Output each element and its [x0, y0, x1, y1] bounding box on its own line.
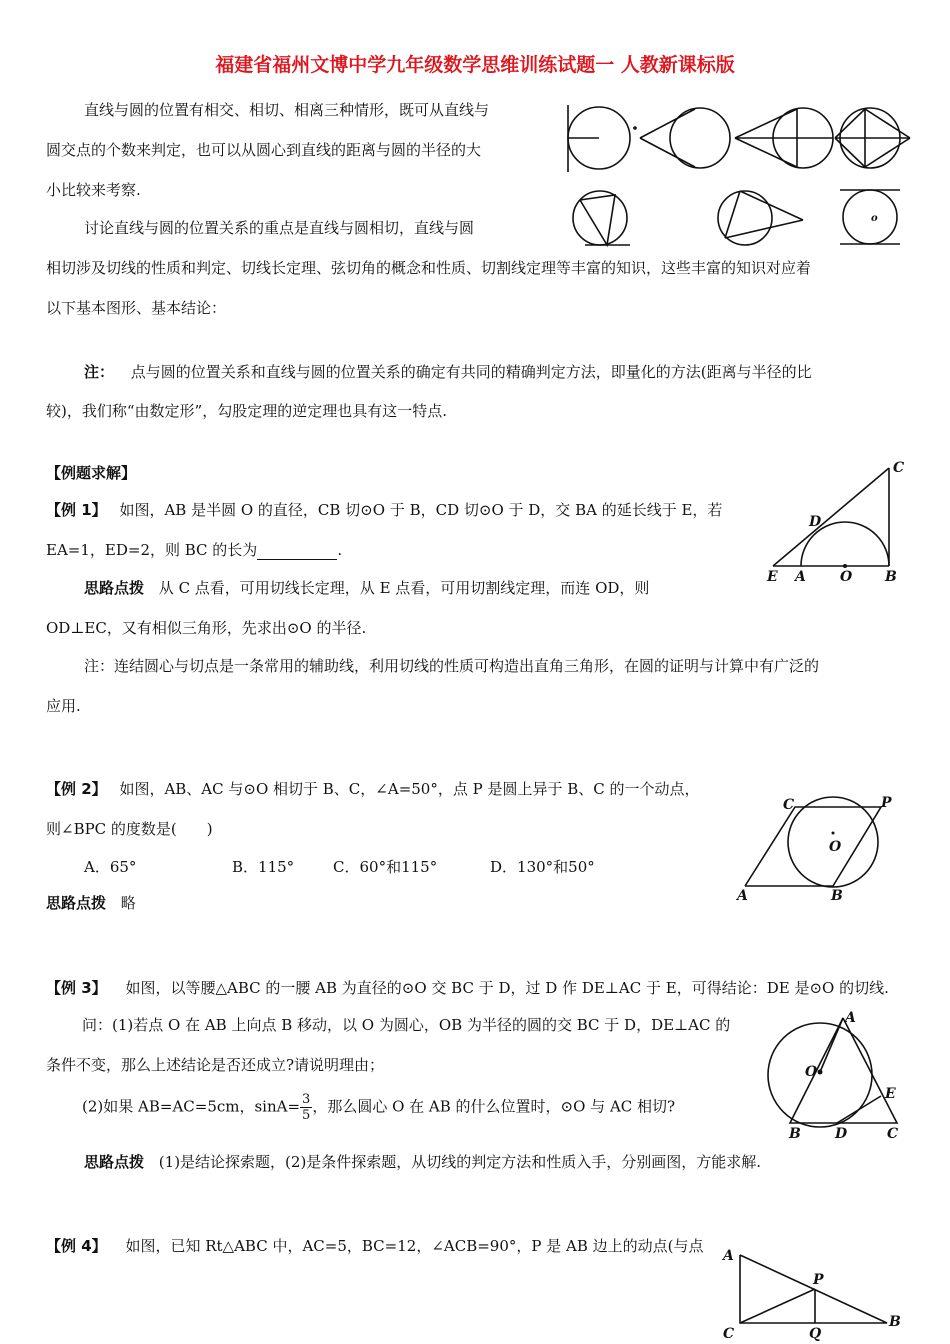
fig7-circle	[843, 190, 897, 244]
ex3-label-O: O	[805, 1064, 818, 1080]
ex1-label-A: A	[795, 569, 806, 585]
intro-line-2: 圆交点的个数来判定，也可以从圆心到直线的距离与圆的半径的大	[46, 141, 482, 159]
ex3-question-2b: ，那么圆心 O 在 AB 的什么位置时，⊙O 与 AC 相切?	[312, 1097, 676, 1116]
ex3-line-1: 如图，以等腰△ABC 的一腰 AB 为直径的⊙O 交 BC 于 D，过 D 作 DE⊥AC 于 E，可得结论：DE 是⊙O 的切线.	[125, 979, 889, 997]
intro-line-1: 直线与圆的位置有相交、相切、相离三种情形，既可从直线与	[84, 101, 490, 119]
intro-line-3: 小比较来考察.	[46, 181, 141, 199]
section-heading: 【例题求解】	[46, 464, 137, 482]
ex2-quadrilateral	[745, 807, 881, 886]
ex3-label-C: C	[887, 1126, 899, 1142]
ex1-figure	[765, 460, 915, 590]
ex4-label-B: B	[889, 1314, 901, 1330]
ex1-note-2: 应用.	[46, 697, 81, 715]
intro-line-6: 以下基本图形、基本结论：	[46, 299, 227, 317]
ex3-question-1b: 条件不变，那么上述结论是否还成立?请说明理由；	[46, 1056, 385, 1074]
ex2-figure	[733, 790, 903, 915]
fig3-tangent-2	[735, 138, 797, 167]
ex3-fraction: $\frac{3}{5}$	[302, 1092, 311, 1123]
ex1-line-2-end: .	[337, 541, 343, 559]
fig2-tangent-1	[640, 109, 695, 138]
ex4-figure	[715, 1240, 915, 1340]
fig4-tangent-2	[835, 138, 865, 167]
ex2-label-O: O	[829, 839, 842, 855]
tangent-figures	[565, 100, 910, 250]
ex2-hint-label: 思路点拨	[46, 894, 107, 912]
ex1-label-E: E	[767, 569, 778, 585]
ex2-hint: 略	[120, 894, 136, 912]
ex4-line-CP	[740, 1289, 815, 1323]
ex4-line-1: 如图，已知 Rt△ABC 中，AC=5，BC=12，∠ACB=90°，P 是 AB 边上的动点(与点	[125, 1237, 704, 1255]
ex1-label-O: O	[840, 569, 853, 585]
note-line-1: 点与圆的位置关系和直线与圆的位置关系的确定有共同的精确判定方法，即量化的方法(距离与半径的比	[130, 363, 812, 381]
ex2-option-c: C．60°和115°	[333, 858, 438, 876]
fig5-triangle	[580, 195, 615, 245]
ex3-hint-label: 思路点拨	[84, 1153, 145, 1171]
ex1-hint-label: 思路点拨	[84, 579, 145, 597]
fig4-tangent-1	[835, 109, 865, 138]
ex4-label-Q: Q	[809, 1326, 822, 1342]
note-line-2: 较)，我们称“由数定形”，勾股定理的逆定理也具有这一特点.	[46, 402, 447, 420]
ex3-hint: (1)是结论探索题，(2)是条件探索题，从切线的判定方法和性质入手，分别画图，方能求解.	[158, 1153, 762, 1171]
ex1-note-1: 注：连结圆心与切点是一条常用的辅助线，利用切线的性质可构造出直角三角形，在圆的证明与计算中有广泛的	[84, 657, 820, 675]
ex2-option-a: A．65°	[84, 858, 137, 876]
ex2-option-d: D．130°和50°	[490, 858, 595, 876]
ex1-line-1: 如图，AB 是半圆 O 的直径，CB 切⊙O 于 B，CD 切⊙O 于 D，交 BA 的延长线于 E，若	[119, 501, 723, 519]
ex2-label-A: A	[737, 888, 748, 904]
ex3-label-B: B	[789, 1126, 801, 1142]
ex4-label-C: C	[723, 1326, 735, 1342]
ex2-label-C: C	[783, 797, 795, 813]
ex2-line-1: 如图，AB、AC 与⊙O 相切于 B、C，∠A=50°，点 P 是圆上异于 B、C 的一个动点，	[119, 780, 700, 798]
ex1-label-D: D	[809, 514, 822, 530]
ex3-tag: 【例 3】	[46, 979, 107, 997]
svg-text:o: o	[871, 213, 878, 224]
ex3-label-A: A	[845, 1010, 856, 1026]
ex3-figure	[765, 1008, 915, 1143]
ex2-tag: 【例 2】	[46, 780, 107, 798]
ex3-line-OA	[820, 1018, 843, 1072]
ex3-line-DE	[837, 1096, 881, 1123]
ex4-tag: 【例 4】	[46, 1237, 107, 1255]
ex2-option-b: B．115°	[232, 858, 295, 876]
ex1-tag: 【例 1】	[46, 501, 107, 519]
ex2-label-P: P	[881, 795, 892, 811]
intro-line-5: 相切涉及切线的性质和判定、切线长定理、弦切角的概念和性质、切割线定理等丰富的知识，这些丰富的知识对应着	[46, 259, 812, 277]
ex3-question-2a: (2)如果 AB=AC=5cm，sinA=	[82, 1097, 301, 1116]
fig1-point	[634, 127, 636, 129]
ex1-hint-2: OD⊥EC，又有相似三角形，先求出⊙O 的半径.	[46, 619, 367, 637]
ex2-label-B: B	[831, 888, 843, 904]
ex4-label-A: A	[723, 1248, 734, 1264]
page-title: 福建省福州文博中学九年级数学思维训练试题一 人教新课标版	[215, 54, 735, 76]
note-label: 注：	[84, 363, 115, 381]
fig6-tangent-2	[725, 220, 803, 238]
ex2-line-2: 则∠BPC 的度数是( )	[46, 820, 213, 838]
ex1-label-C: C	[893, 460, 905, 476]
ex1-label-B: B	[885, 569, 897, 585]
ex1-line-2: EA=1，ED=2，则 BC 的长为	[46, 541, 258, 559]
intro-line-4: 讨论直线与圆的位置关系的重点是直线与圆相切，直线与圆	[84, 219, 475, 237]
ex3-question-1a: 问：(1)若点 O 在 AB 上向点 B 移动，以 O 为圆心，OB 为半径的圆的交 BC 于 D，DE⊥AC 的	[82, 1016, 731, 1034]
fig3-tangent-1	[735, 109, 797, 138]
ex3-label-E: E	[885, 1086, 896, 1102]
ex1-hint-1: 从 C 点看，可用切线长定理，从 E 点看，可用切割线定理，而连 OD，则	[158, 579, 650, 597]
ex1-line-EC	[773, 468, 889, 566]
ex1-answer-blank	[257, 543, 337, 560]
ex3-label-D: D	[835, 1126, 848, 1142]
ex4-label-P: P	[813, 1272, 824, 1288]
fig2-tangent-2	[640, 138, 695, 167]
